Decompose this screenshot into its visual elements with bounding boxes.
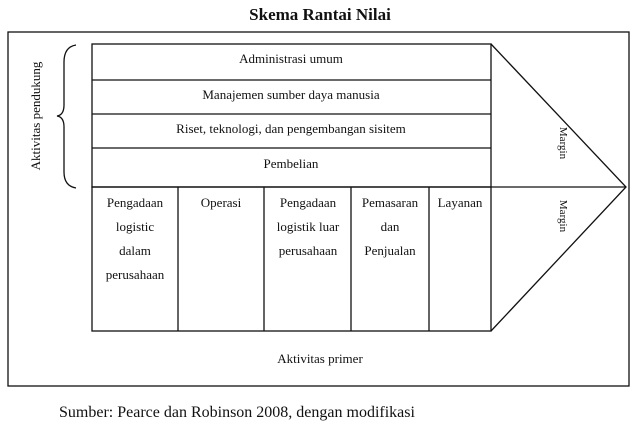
cell-line: perusahaan [105, 267, 165, 282]
primary-col-layanan [438, 195, 483, 210]
support-row-pembelian: Pembelian [263, 156, 319, 171]
support-row-riset: Riset, teknologi, dan pengembangan sisitem [176, 121, 406, 136]
primary-col-pemasaran [362, 195, 419, 258]
brace-icon [57, 45, 76, 188]
cell-line: logistik luar [276, 219, 340, 234]
cell-line: Layanan [437, 195, 483, 210]
source-caption: Sumber: Pearce dan Robinson 2008, dengan modifikasi [59, 404, 415, 421]
support-activities-label: Aktivitas pendukung [28, 61, 43, 171]
primary-activities-label: Aktivitas primer [277, 351, 363, 366]
support-activities [92, 44, 491, 187]
support-row-administrasi: Administrasi umum [239, 51, 343, 66]
primary-col-inbound [106, 195, 165, 282]
margin-label-bottom: Margin [557, 199, 569, 233]
diagram-title: Skema Rantai Nilai [249, 5, 391, 24]
cell-line: logistic [115, 219, 155, 234]
cell-line: perusahaan [278, 243, 338, 258]
primary-col-operasi [201, 195, 242, 210]
cell-line: Pemasaran [361, 195, 419, 210]
primary-col-outbound [277, 195, 340, 258]
cell-line: dalam [119, 243, 151, 258]
cell-line: dan [380, 219, 400, 234]
cell-line: Operasi [200, 195, 242, 210]
margin-label-top: Margin [557, 126, 569, 160]
primary-activities [92, 187, 491, 331]
cell-line: Penjualan [364, 243, 416, 258]
support-row-sdm: Manajemen sumber daya manusia [202, 87, 380, 102]
cell-line: Pengadaan [106, 195, 164, 210]
cell-line: Pengadaan [279, 195, 337, 210]
